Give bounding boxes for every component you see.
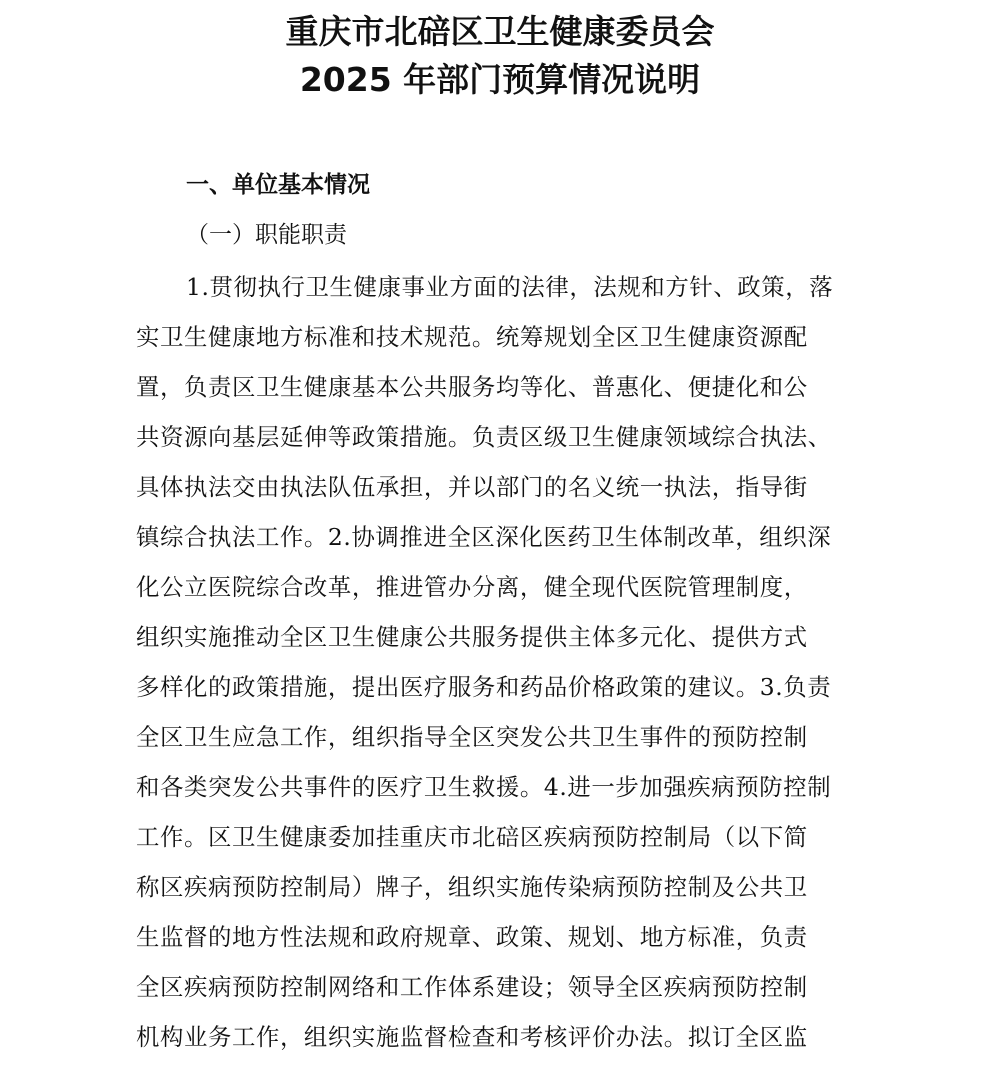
paragraph-line: 工作。区卫生健康委加挂重庆市北碚区疾病预防控制局（以下简 bbox=[136, 823, 808, 851]
paragraph-line: 多样化的政策措施，提出医疗服务和药品价格政策的建议。3.负责 bbox=[136, 673, 832, 701]
subsection-heading-duties: （一）职能职责 bbox=[186, 222, 347, 248]
paragraph-line: 镇综合执法工作。2.协调推进全区深化医药卫生体制改革，组织深 bbox=[136, 523, 832, 551]
document-title-line-1: 重庆市北碚区卫生健康委员会 bbox=[285, 12, 715, 51]
paragraph-line: 和各类突发公共事件的医疗卫生救援。4.进一步加强疾病预防控制 bbox=[136, 773, 832, 801]
paragraph-line: 置，负责区卫生健康基本公共服务均等化、普惠化、便捷化和公 bbox=[136, 373, 808, 401]
paragraph-line: 实卫生健康地方标准和技术规范。统筹规划全区卫生健康资源配 bbox=[136, 323, 808, 351]
paragraph-line: 生监督的地方性法规和政府规章、政策、规划、地方标准，负责 bbox=[136, 923, 808, 951]
document-title-line-2: 2025 年部门预算情况说明 bbox=[299, 60, 701, 99]
paragraph-line: 全区卫生应急工作，组织指导全区突发公共卫生事件的预防控制 bbox=[136, 723, 808, 751]
paragraph-line: 机构业务工作，组织实施监督检查和考核评价办法。拟订全区监 bbox=[136, 1023, 808, 1051]
paragraph-line: 具体执法交由执法队伍承担，并以部门的名义统一执法，指导街 bbox=[136, 473, 808, 501]
section-heading-unit-basic-info: 一、单位基本情况 bbox=[186, 172, 370, 198]
paragraph-line: 化公立医院综合改革，推进管办分离，健全现代医院管理制度， bbox=[136, 573, 808, 601]
paragraph-line: 称区疾病预防控制局）牌子，组织实施传染病预防控制及公共卫 bbox=[136, 873, 808, 901]
paragraph-line: 全区疾病预防控制网络和工作体系建设；领导全区疾病预防控制 bbox=[136, 973, 808, 1001]
paragraph-line: 1.贯彻执行卫生健康事业方面的法律，法规和方针、政策，落 bbox=[186, 273, 834, 301]
paragraph-line: 共资源向基层延伸等政策措施。负责区级卫生健康领域综合执法、 bbox=[136, 423, 832, 451]
paragraph-line: 组织实施推动全区卫生健康公共服务提供主体多元化、提供方式 bbox=[136, 623, 808, 651]
